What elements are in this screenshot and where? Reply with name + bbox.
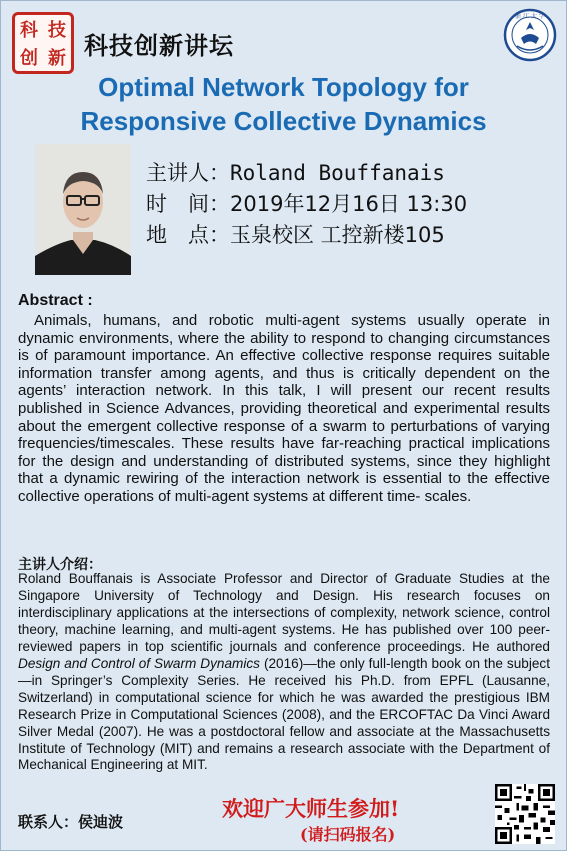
forum-title: 科技创新讲坛 xyxy=(84,32,234,60)
speaker-name: Roland Bouffanais xyxy=(230,161,445,185)
forum-logo-char: 创 xyxy=(20,48,38,69)
forum-logo-char: 科 xyxy=(20,20,38,41)
university-logo-icon xyxy=(503,8,557,66)
forum-logo-char: 技 xyxy=(48,20,66,41)
abstract-heading: Abstract : xyxy=(18,292,93,309)
talk-info xyxy=(146,158,467,251)
qr-code-icon[interactable] xyxy=(495,784,555,844)
talk-title-line: Responsive Collective Dynamics xyxy=(80,106,487,136)
place-label: 地 点： xyxy=(146,223,230,247)
talk-title-line: Optimal Network Topology for xyxy=(98,72,469,102)
book-title: Design and Control of Swarm Dynamics xyxy=(18,655,260,671)
register-note: (请扫码报名) xyxy=(300,825,396,844)
place-value: 玉泉校区 工控新楼105 xyxy=(230,223,445,247)
forum-logo-char: 新 xyxy=(48,48,66,69)
abstract-text: Animals, humans, and robotic multi-agent systems usually operate in dynamic environments, where the ability to respond to changing circumstances is of paramount importance. An effective collective response requires suitable information transfer among agents, and thus is critically dependent on the agents’ interaction network. In this talk, I will present our recent results published in Science Advances, providing theoretical and experimental results about the emergent collective response of a swarm to perturbations of varying frequencies/timescales. These results have far-reaching practical implications for the design and understanding of distributed systems, since they highlight that a dynamic rewiring of the interaction network is essential to the effective collective operations of multi-agent systems at different time- scales. xyxy=(18,312,550,505)
place-row xyxy=(146,220,467,251)
contact-person: 联系人：侯迪波 xyxy=(18,813,124,831)
bio-text-part: (2016)—the only full-length book on the subject—in Springer’s Complexity Series. He received his Ph.D. from EPFL (Lausanne, Switzerland) in computational science for which he was awarded the prestigious IBM Research Prize in Computational Sciences (2008), and the ERCOFTAC Da Vinci Award Silver Medal (2007). He was a postdoctoral fellow and associate at the Massachusetts Institute of Technology (MIT) and remains a research associate with the Department of Mechanical Engineering at MIT. xyxy=(18,655,550,773)
bio-text-part: Roland Bouffanais is Associate Professor and Director of Graduate Studies at the Singapore University of Technology and Design. His research focuses on interdisciplinary applications at the intersections of complexity, network science, control theory, machine learning, and multi-agent systems. He has published over 100 peer-reviewed papers in top scientific journals and conference proceedings. He authored xyxy=(18,571,550,654)
speaker-row xyxy=(146,158,467,189)
time-value: 2019年12月16日 13:30 xyxy=(230,192,468,216)
bio-heading: 主讲人介绍： xyxy=(18,557,102,573)
speaker-label: 主讲人： xyxy=(146,161,230,185)
welcome-message: 欢迎广大师生参加! xyxy=(222,796,400,821)
bio-text xyxy=(18,571,550,774)
forum-logo xyxy=(12,12,74,74)
speaker-photo xyxy=(35,144,131,275)
time-row xyxy=(146,189,467,220)
talk-title xyxy=(0,70,567,138)
time-label: 时 间： xyxy=(146,192,230,216)
svg-text:浙 江 大 学: 浙 江 大 学 xyxy=(515,13,545,20)
